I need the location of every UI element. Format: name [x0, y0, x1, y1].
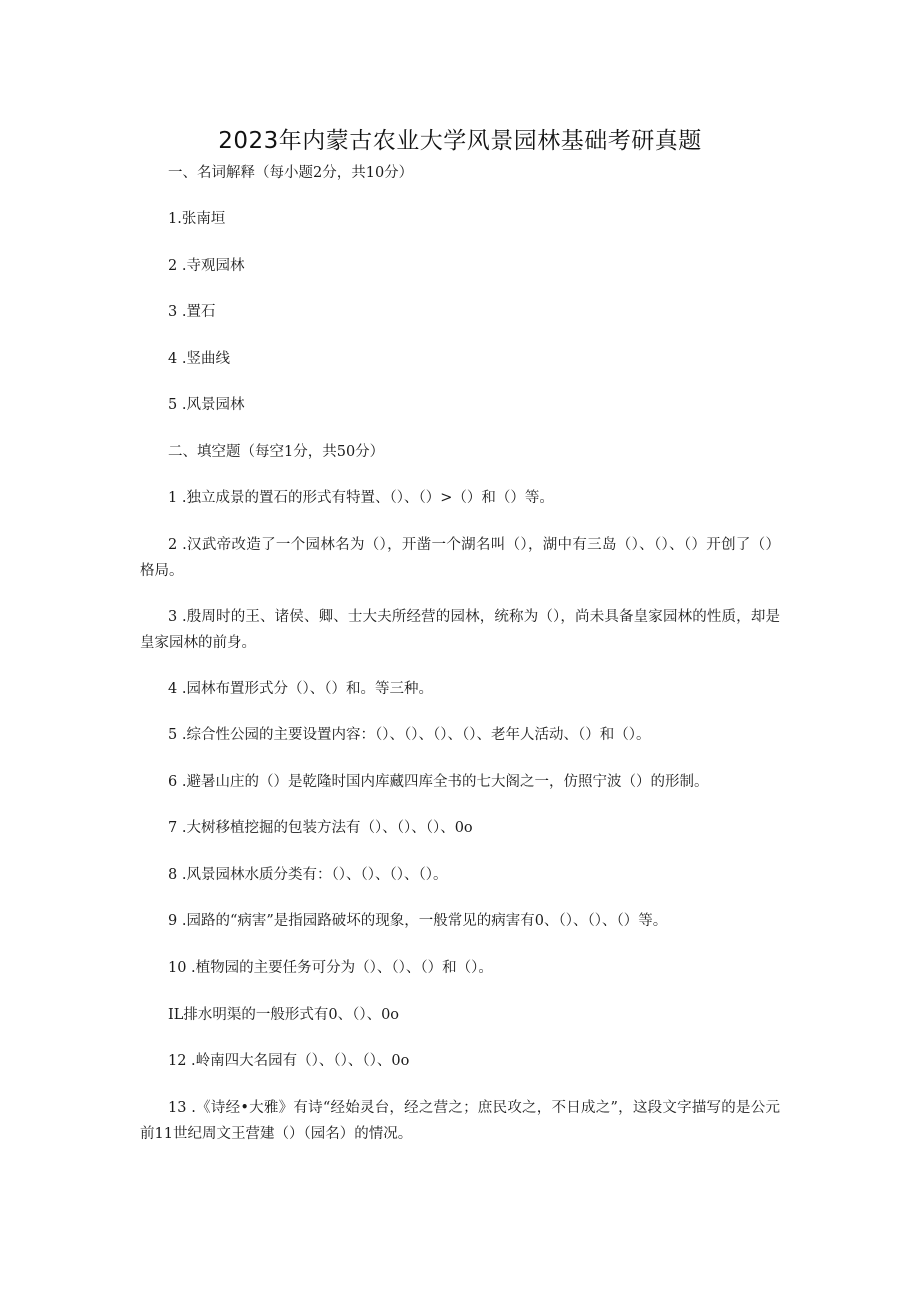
fill-blank-item: 12 .岭南四大名园有（）、（）、（）、0o [168, 1053, 410, 1069]
fill-blank-item: IL排水明渠的一般形式有0、（）、0o [168, 1007, 400, 1023]
fill-blank-item: 9 .园路的“病害”是指园路破坏的现象，一般常见的病害有0、（）、（）、（）等。 [168, 913, 668, 929]
page-title: 2023年内蒙古农业大学风景园林基础考研真题 [218, 128, 702, 154]
fill-blank-item: 5 .综合性公园的主要设置内容：（）、（）、（）、（）、老年人活动、（）和（）。 [168, 727, 651, 743]
fill-blank-item: 10 .植物园的主要任务可分为（）、（）、（）和（）。 [168, 960, 493, 976]
term-item: 3 .置石 [168, 304, 216, 320]
fill-blank-item: 7 .大树移植挖掘的包装方法有（）、（）、（）、0o [168, 820, 473, 836]
fill-blank-item: 8 .风景园林水质分类有：（）、（）、（）、（）。 [168, 867, 448, 883]
section-1-heading: 一、名词解释（每小题2分，共10分） [168, 165, 414, 181]
fill-blank-item: 1 .独立成景的置石的形式有特置、（）、（）>（）和（）等。 [168, 490, 554, 506]
term-item: 5 .风景园林 [168, 397, 245, 413]
fill-blank-item: 13 .《诗经•大雅》有诗“经始灵台，经之营之；庶民攻之，不日成之”，这段文字描写的是公元前11世纪周文王营建（）（园名）的情况。 [140, 1100, 780, 1142]
fill-blank-item: 6 .避暑山庄的（）是乾隆时国内库藏四库全书的七大阁之一，仿照宁波（）的形制。 [168, 774, 709, 790]
term-item: 4 .竖曲线 [168, 351, 230, 367]
term-item: 2 .寺观园林 [168, 258, 245, 274]
section-2-heading: 二、填空题（每空1分，共50分） [168, 444, 385, 460]
term-item: 1.张南垣 [168, 211, 226, 227]
fill-blank-item: 2 .汉武帝改造了一个园林名为（），开凿一个湖名叫（），湖中有三岛（）、（）、（）开创了（）格局。 [140, 537, 780, 579]
fill-blank-item: 3 .殷周时的王、诸侯、卿、士大夫所经营的园林，统称为（），尚未具备皇家园林的性质，却是皇家园林的前身。 [140, 609, 780, 651]
fill-blank-item: 4 .园林布置形式分（）、（）和。等三种。 [168, 681, 433, 697]
